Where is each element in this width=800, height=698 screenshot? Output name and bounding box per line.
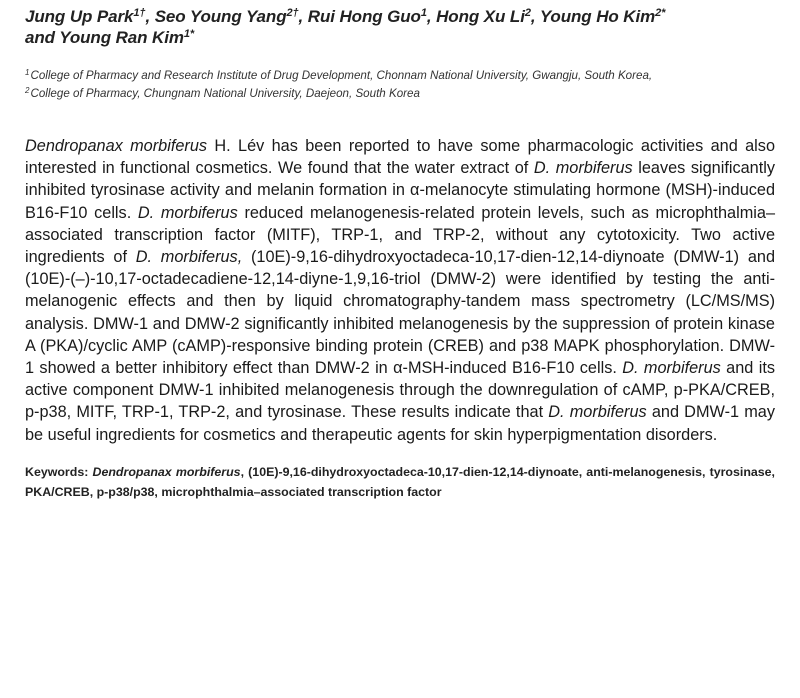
author-list xyxy=(25,6,775,48)
affiliation: $^1$College of Pharmacy and Research Institute of Drug Development, Chonnam National University, Gwangju, South Korea, xyxy=(25,68,653,82)
author: Young Ho Kim$^{2*}$ and xyxy=(25,7,666,47)
author: Rui Hong Guo$^1$, xyxy=(307,7,437,26)
author: Seo Young Yang$^{2\dagger}$, xyxy=(154,7,308,26)
keywords: Keywords: Dendropanax morbiferus, (10E)-9,16-dihydroxyoctadeca-10,17-dien-12,14-diynoate, anti-melanogenesis, tyrosinase, PKA/CREB, p-p38/p38, microphthalmia–associated transcription factor xyxy=(25,465,776,500)
author: Hong Xu Li$^2$, xyxy=(436,7,540,26)
author: Young Ran Kim$^{1*}$ xyxy=(59,28,195,47)
affiliations xyxy=(25,67,775,103)
affiliation: $^2$College of Pharmacy, Chungnam National University, Daejeon, South Korea xyxy=(25,86,420,100)
abstract-text: Dendropanax morbiferus H. Lév has been reported to have some pharmacologic activities and also interested in functional cosmetics. We found that the water extract of D. morbiferus leaves significantly inhibited tyrosinase activity and melanin formation in α-melanocyte stimulating hormone (MSH)-induced B16-F10 cells. D. morbiferus reduced melanogenesis-related protein levels, such as microphthalmia–associated transcription factor (MITF), TRP-1, and TRP-2, without any cytotoxicity. Two active ingredients of D. morbiferus, (10E)-9,16-dihydroxyoctadeca-10,17-dien-12,14-diynoate (DMW-1) and (10E)-(–)-10,17-octadecadiene-12,14-diyne-1,9,16-triol (DMW-2) were identified by testing the anti-melanogenic effects and then by liquid chromatography-tandem mass spectrometry (LC/MS/MS) analysis. DMW-1 and DMW-2 significantly inhibited melanogenesis by the suppression of protein kinase A (PKA)/cyclic AMP (cAMP)-responsive binding protein (CREB) and p38 MAPK phosphorylation. DMW-1 showed a better inhibitory effect than DMW-2 in α-MSH-induced B16-F10 cells. D. morbiferus and its active component DMW-1 inhibited melanogenesis through the downregulation of cAMP, p-PKA/CREB, p-p38, MITF, TRP-1, TRP-2, and tyrosinase. These results indicate that D. morbiferus and DMW-1 may be useful ingredients for cosmetics and therapeutic agents for skin hyperpigmentation disorders. xyxy=(25,137,776,444)
keywords-label: Keywords: xyxy=(25,465,89,480)
author: Jung Up Park$^{1\dagger}$, xyxy=(25,7,155,26)
